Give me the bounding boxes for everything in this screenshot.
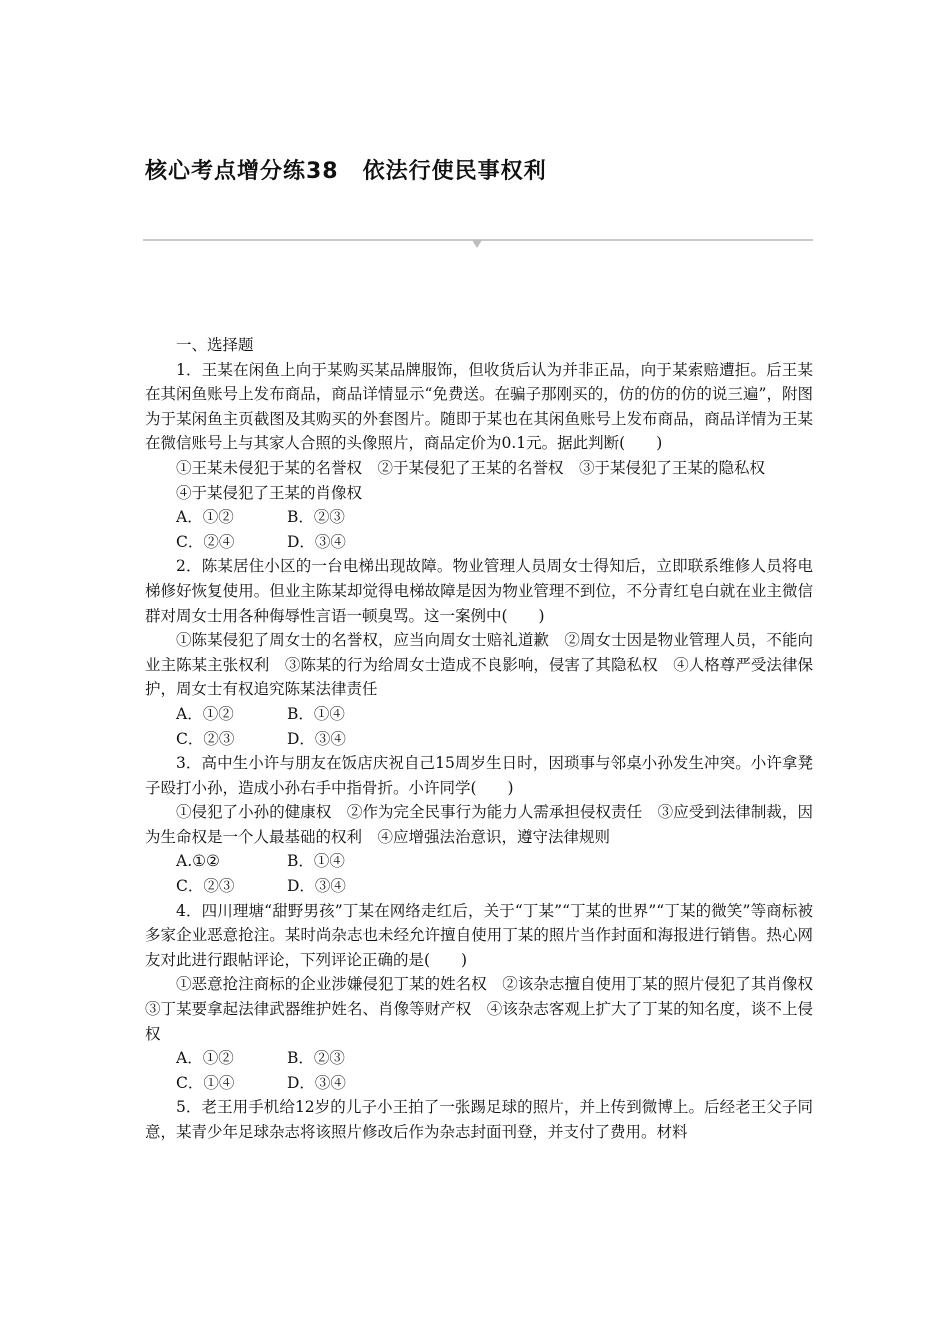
option: B．①④ — [287, 704, 345, 723]
option: A.①② — [176, 852, 220, 871]
option: C．②③ — [176, 877, 235, 896]
divider-arrow-icon — [472, 240, 482, 248]
options-row — [145, 530, 813, 555]
option: B．②③ — [287, 508, 345, 527]
section-heading: 一、选择题 — [176, 336, 254, 354]
option: B．②③ — [287, 1049, 345, 1068]
question-statements: ④于某侵犯了王某的肖像权 — [176, 483, 363, 502]
option: D．③④ — [287, 1073, 346, 1092]
question-stem: 2．陈某居住小区的一台电梯出现故障。物业管理人员周女士得知后，立即联系维修人员将电梯修好恢复使用。但业主陈某却觉得电梯故障是因为物业管理不到位，不分青红皂白就在业主微信群对周女士用各种侮辱性言语一顿臭骂。这一案例中( ) — [145, 557, 813, 625]
title-number: 核心考点增分练38 — [145, 159, 339, 184]
question-statements: ①侵犯了小孙的健康权 ②作为完全民事行为能力人需承担侵权责任 ③应受到法律制裁，因为生命权是一个人最基础的权利 ④应增强法治意识，遵守法律规则 — [145, 803, 813, 846]
question-statements: ①恶意抢注商标的企业涉嫌侵犯丁某的姓名权 ②该杂志擅自使用丁某的照片侵犯了其肖像权 ③丁某要拿起法律武器维护姓名、肖像等财产权 ④该杂志客观上扩大了丁某的知名度，谈不上侵权 — [145, 975, 829, 1043]
option: C．①④ — [176, 1073, 235, 1092]
option: A．①② — [176, 508, 234, 527]
question-stem: 5．老王用手机给12岁的儿子小王拍了一张踢足球的照片，并上传到微博上。后经老王父子同意，某青少年足球杂志将该照片修改后作为杂志封面刊登，并支付了费用。材料 — [145, 1098, 813, 1141]
option: C．②③ — [176, 729, 235, 748]
options-row — [145, 849, 813, 874]
option: B．①④ — [287, 852, 345, 871]
question-statements: ①王某未侵犯于某的名誉权 ②于某侵犯了王某的名誉权 ③于某侵犯了王某的隐私权 — [176, 458, 766, 477]
title-text: 依法行使民事权利 — [362, 159, 547, 184]
option: D．③④ — [287, 877, 346, 896]
option: D．③④ — [287, 729, 346, 748]
options-row — [145, 505, 813, 530]
option: C．②④ — [176, 532, 235, 551]
question-statements: ①陈某侵犯了周女士的名誉权，应当向周女士赔礼道歉 ②周女士因是物业管理人员，不能向业主陈某主张权利 ③陈某的行为给周女士造成不良影响，侵害了其隐私权 ④人格尊严受法律保护，周女士有权追究陈某法律责任 — [145, 631, 813, 699]
options-row — [145, 727, 813, 752]
question-stem: 4．四川理塘“甜野男孩”丁某在网络走红后，关于“丁某”“丁某的世界”“丁某的微笑”等商标被多家企业恶意抢注。某时尚杂志也未经允许擅自使用丁某的照片当作封面和海报进行销售。热心网友对此进行跟帖评论，下列评论正确的是( ) — [145, 901, 813, 969]
page-title — [145, 154, 547, 185]
option: A．①② — [176, 704, 234, 723]
question-stem: 1．王某在闲鱼上向于某购买某品牌服饰，但收货后认为并非正品，向于某索赔遭拒。后王某在其闲鱼账号上发布商品，商品详情显示“免费送。在骗子那刚买的，仿的仿的仿的说三遍”，附图为于某闲鱼主页截图及其购买的外套图片。随即于某也在其闲鱼账号上发布商品，商品详情为王某在微信账号上与其家人合照的头像照片，商品定价为0.1元。据此判断( ) — [145, 360, 813, 453]
options-row — [145, 1046, 813, 1071]
option: A．①② — [176, 1049, 234, 1068]
document-body — [145, 333, 829, 1145]
options-row — [145, 874, 813, 899]
question-stem: 3．高中生小许与朋友在饭店庆祝自己15周岁生日时，因琐事与邻桌小孙发生冲突。小许拿凳子殴打小孙，造成小孙右手中指骨折。小许同学( ) — [145, 754, 813, 797]
options-row — [145, 1071, 813, 1096]
option: D．③④ — [287, 532, 346, 551]
options-row — [145, 702, 813, 727]
